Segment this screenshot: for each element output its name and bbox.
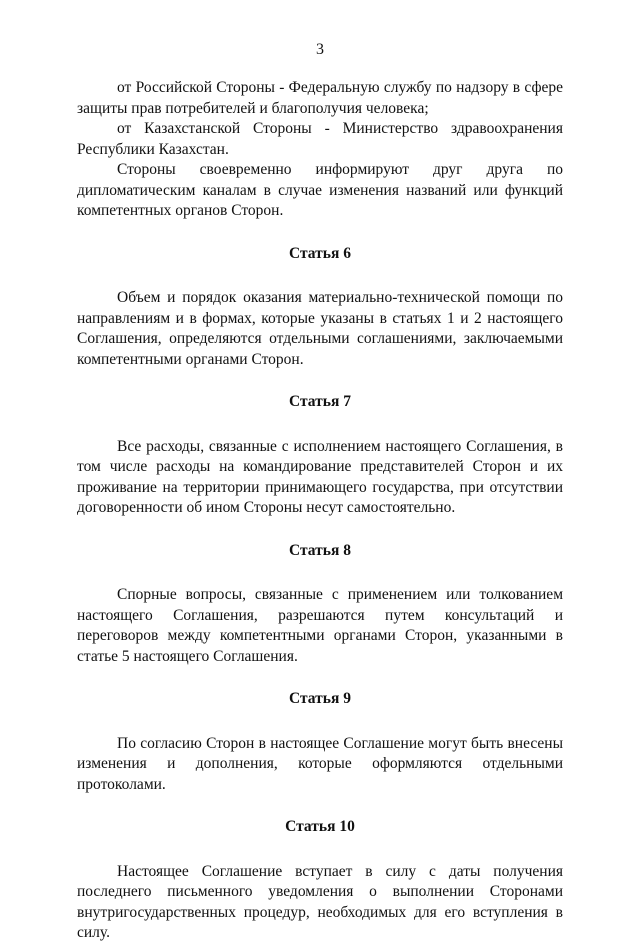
article-10-text: Настоящее Соглашение вступает в силу с даты получения последнего письменного уведомления о выполнении Сторонами внутригосударственных процедур, необходимых для его вступления в силу. [77,862,563,941]
page-number: 3 [316,41,324,58]
article-10-heading: Статья 10 [285,818,355,835]
article-9-heading: Статья 9 [289,690,351,707]
article-6-heading: Статья 6 [289,244,351,262]
intro-paragraph-kazakh-side: от Казахстанской Стороны - Министерство здравоохранения Республики Казахстан. [77,120,563,158]
article-9-text: По согласию Сторон в настоящее Соглашение могут быть внесены изменения и дополнения, которые оформляются отдельными протоколами. [77,734,563,793]
article-7-heading: Статья 7 [289,393,351,410]
intro-paragraph-russian-side: от Российской Стороны - Федеральную службу по надзору в сфере защиты прав потребителей и благополучия человека; [77,79,563,117]
document-body [77,78,563,944]
intro-paragraph-notification: Стороны своевременно информируют друг друга по дипломатическим каналам в случае изменения названий или функций компетентных органов Сторон. [77,161,563,219]
article-6-text: Объем и порядок оказания материально-технической помощи по направлениям и в формах, которые указаны в статьях 1 и 2 настоящего Соглашения, определяются отдельными соглашениями, заключаемыми компетентными органами Сторон. [77,289,563,368]
article-8-text: Спорные вопросы, связанные с применением или толкованием настоящего Соглашения, разрешаются путем консультаций и переговоров между компетентными органами Сторон, указанными в статье 5 настоящего Соглашения. [77,586,563,665]
article-8-heading: Статья 8 [289,541,351,559]
article-7-text: Все расходы, связанные с исполнением настоящего Соглашения, в том числе расходы на командирование представителей Сторон и их проживание на территории принимающего государства, при отсутствии договоренности об ином Стороны несут самостоятельно. [77,437,563,516]
